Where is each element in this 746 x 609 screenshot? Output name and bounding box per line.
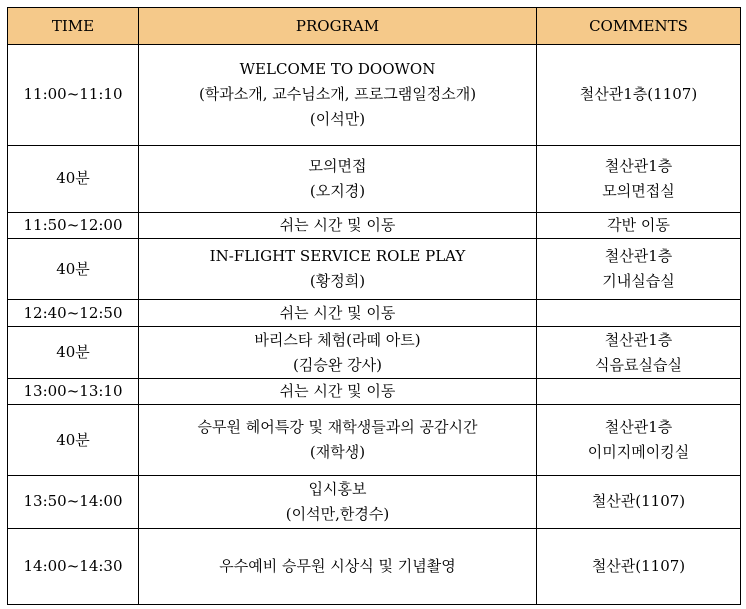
program-cell <box>139 404 537 475</box>
comments-cell <box>537 327 741 378</box>
program-line: 쉬는 시간 및 이동 <box>279 215 396 234</box>
program-line: (재학생) <box>309 443 366 462</box>
schedule-row <box>8 145 741 212</box>
time-cell: 40분 <box>8 327 139 378</box>
program-line: 모의면접 <box>308 156 367 175</box>
comment-line: 철산관1층 <box>604 418 673 437</box>
program-cell <box>139 212 537 238</box>
comments-cell <box>537 239 741 300</box>
comment-line: 철산관(1107) <box>591 556 686 575</box>
comment-line: 철산관1층 <box>604 247 673 266</box>
program-line: 쉬는 시간 및 이동 <box>279 381 396 400</box>
time-cell: 13:50~14:00 <box>8 476 139 528</box>
schedule-row <box>8 404 741 475</box>
comment-line: 철산관1층 <box>604 156 673 175</box>
program-line: (오지경) <box>309 181 366 200</box>
program-cell <box>139 378 537 404</box>
time-cell: 40분 <box>8 404 139 475</box>
schedule-row <box>8 476 741 528</box>
schedule-row <box>8 378 741 404</box>
comment-line: 철산관1층 <box>604 330 673 349</box>
program-line: 쉬는 시간 및 이동 <box>279 303 396 322</box>
schedule-row <box>8 327 741 378</box>
comments-cell <box>537 145 741 212</box>
schedule-row <box>8 528 741 604</box>
comment-line: 철산관1층(1107) <box>579 85 698 104</box>
program-header: PROGRAM <box>139 8 537 45</box>
comments-cell <box>537 300 741 327</box>
comments-header: COMMENTS <box>537 8 741 45</box>
program-cell <box>139 145 537 212</box>
time-header: TIME <box>8 8 139 45</box>
time-cell: 11:50~12:00 <box>8 212 139 238</box>
program-line: (이석만,한경수) <box>285 504 390 523</box>
comments-cell <box>537 378 741 404</box>
time-cell: 40분 <box>8 145 139 212</box>
program-cell <box>139 476 537 528</box>
program-line: (학과소개, 교수님소개, 프로그램일정소개) <box>198 85 477 104</box>
program-line: (황정희) <box>309 272 366 291</box>
comment-line: 이미지메이킹실 <box>587 443 690 462</box>
program-cell <box>139 327 537 378</box>
comment-line: 식음료실습실 <box>595 355 682 374</box>
program-line: 우수예비 승무원 시상식 및 기념촬영 <box>219 556 456 575</box>
time-cell: 40분 <box>8 239 139 300</box>
program-line: 입시홍보 <box>308 479 367 498</box>
schedule-row <box>8 212 741 238</box>
schedule-row <box>8 45 741 146</box>
comment-line: 기내실습실 <box>602 272 675 291</box>
time-cell: 12:40~12:50 <box>8 300 139 327</box>
header-row <box>8 8 741 45</box>
program-cell <box>139 45 537 146</box>
time-cell: 11:00~11:10 <box>8 45 139 146</box>
schedule-table <box>7 7 741 605</box>
program-line: 승무원 헤어특강 및 재학생들과의 공감시간 <box>197 418 478 437</box>
comment-line: 각반 이동 <box>607 215 670 234</box>
schedule-row <box>8 300 741 327</box>
comments-cell <box>537 212 741 238</box>
comments-cell <box>537 45 741 146</box>
program-cell <box>139 239 537 300</box>
comments-cell <box>537 476 741 528</box>
schedule-row <box>8 239 741 300</box>
program-line: 바리스타 체험(라떼 아트) <box>254 330 421 349</box>
comment-line: 철산관(1107) <box>591 492 686 511</box>
comments-cell <box>537 528 741 604</box>
program-line: WELCOME TO DOOWON <box>239 60 436 79</box>
program-line: (이석만) <box>309 110 366 129</box>
program-cell <box>139 300 537 327</box>
time-cell: 13:00~13:10 <box>8 378 139 404</box>
program-line: (김승완 강사) <box>293 355 382 374</box>
program-line: IN-FLIGHT SERVICE ROLE PLAY <box>209 247 466 266</box>
comments-cell <box>537 404 741 475</box>
program-cell <box>139 528 537 604</box>
comment-line: 모의면접실 <box>602 181 675 200</box>
time-cell: 14:00~14:30 <box>8 528 139 604</box>
